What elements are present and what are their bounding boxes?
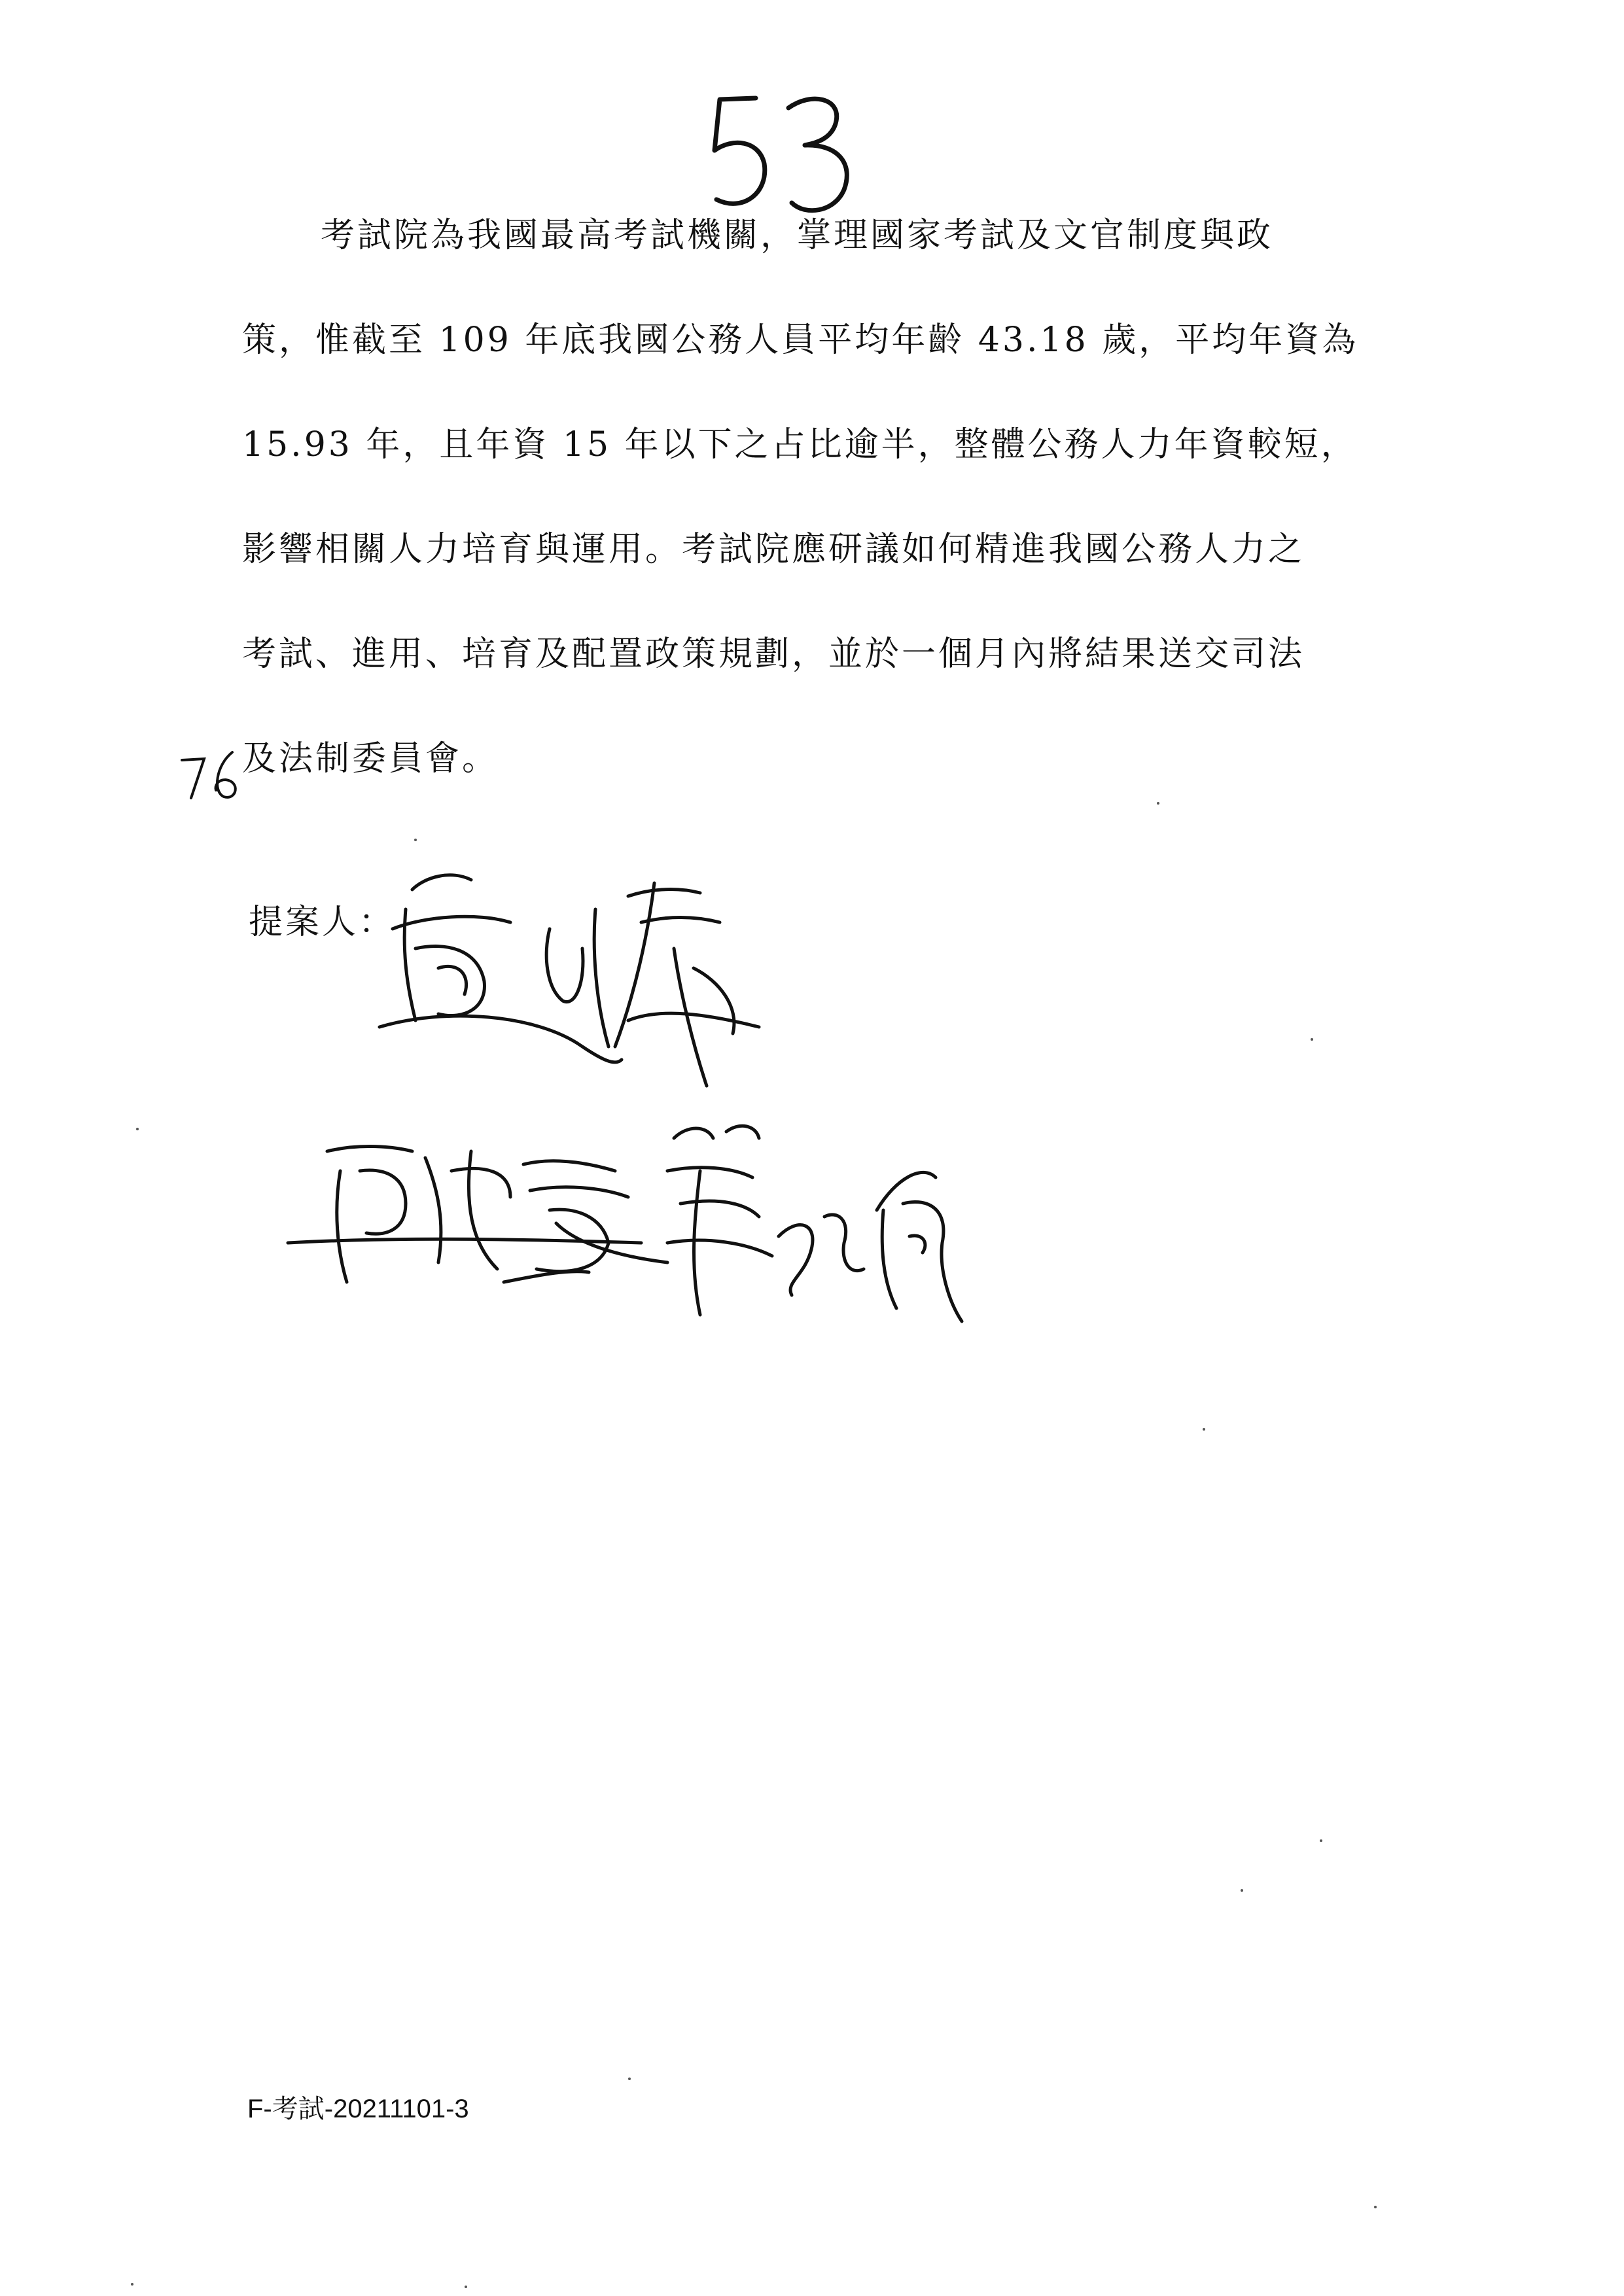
signature-2-drawing — [275, 1112, 981, 1348]
scan-speck — [628, 2078, 631, 2080]
signature-1-drawing — [366, 850, 838, 1125]
page-number-drawing — [680, 78, 877, 229]
scan-speck — [1311, 1038, 1313, 1041]
scan-speck — [1157, 802, 1159, 805]
body-line-6: 及法制委員會。 — [242, 739, 499, 778]
scan-speck — [136, 1128, 139, 1130]
proposer-label: 提案人： — [249, 903, 396, 942]
scan-speck — [1241, 1889, 1243, 1892]
body-line-2: 策，惟截至 109 年底我國公務人員平均年齡 43.18 歲，平均年資為 — [242, 321, 1359, 360]
scan-speck — [1203, 1428, 1205, 1431]
body-line-4: 影響相關人力培育與運用。考試院應研議如何精進我國公務人力之 — [242, 530, 1305, 569]
scan-speck — [414, 839, 417, 841]
scan-speck — [465, 2286, 467, 2288]
scan-speck — [1320, 1839, 1322, 1842]
scan-speck — [131, 2283, 133, 2286]
signature-2 — [275, 1112, 981, 1348]
body-line-5: 考試、進用、培育及配置政策規劃，並於一個月內將結果送交司法 — [242, 635, 1305, 674]
handwritten-margin-mark — [177, 746, 249, 805]
document-code: F-考試-20211101-3 — [247, 2095, 469, 2123]
signature-1 — [366, 850, 838, 1125]
margin-mark-drawing — [177, 746, 249, 805]
body-line-3: 15.93 年，且年資 15 年以下之占比逾半，整體公務人力年資較短， — [242, 425, 1358, 464]
scan-speck — [1374, 2206, 1377, 2208]
handwritten-page-number — [680, 78, 877, 229]
body-line-1: 考試院為我國最高考試機關，掌理國家考試及文官制度與政 — [321, 216, 1274, 255]
